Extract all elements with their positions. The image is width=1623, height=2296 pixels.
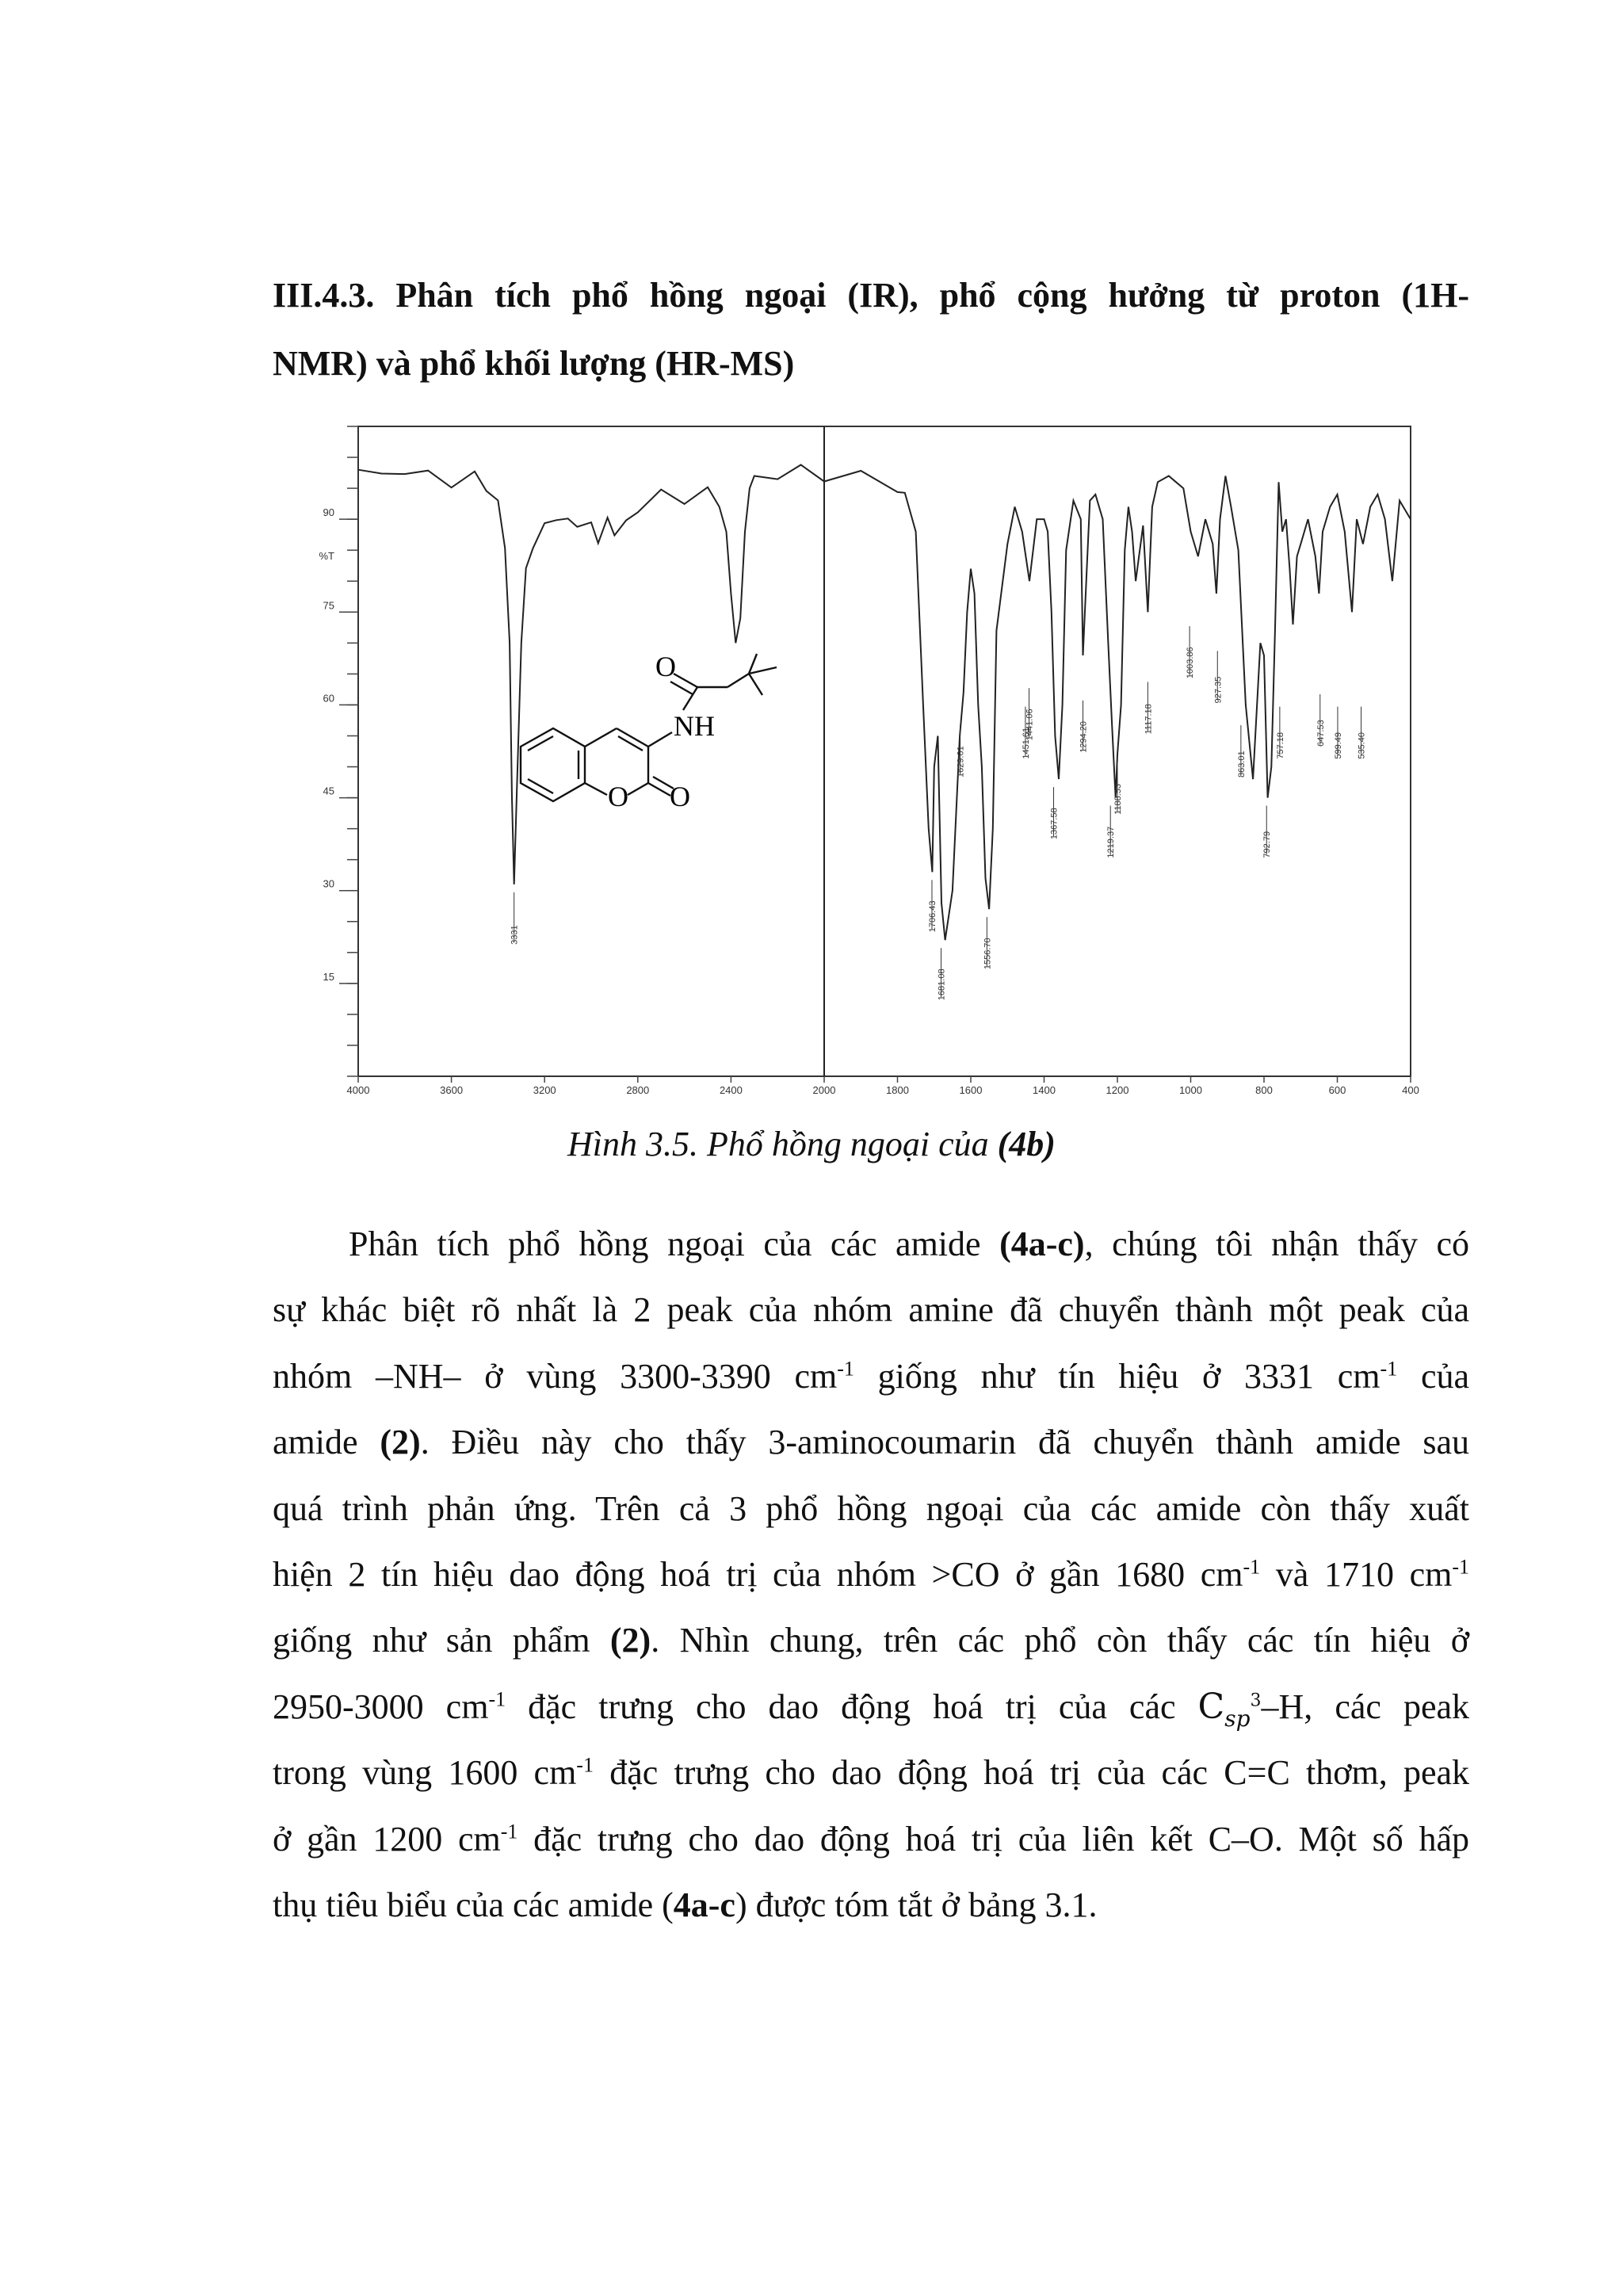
peak-label-text: 863.01: [1236, 751, 1247, 778]
x-tick-label: 1600: [959, 1084, 983, 1096]
plot-frame: [358, 426, 1411, 1076]
para-line-11: thụ tiêu biểu của các amide (4a-c) được tóm tắt ở bảng 3.1.: [273, 1885, 1098, 1925]
x-tick-label: 1200: [1106, 1084, 1129, 1096]
peak-label-text: 647.53: [1316, 720, 1326, 747]
peak-label: [1144, 682, 1153, 734]
peak-label-text: 1188.53: [1113, 783, 1123, 815]
peak-label-text: 792.79: [1262, 831, 1273, 858]
peak-label-text: 757.18: [1275, 732, 1285, 759]
x-tick-label: 2800: [626, 1084, 650, 1096]
y-tick-label: 90: [323, 506, 334, 519]
x-tick-label: 2400: [719, 1084, 743, 1096]
para-line-7: giống như sản phẩm (2). Nhìn chung, trên các phổ còn thấy các tín hiệu ở: [273, 1621, 1469, 1660]
peak-label-text: 3331: [510, 925, 520, 945]
x-tick-label: 3600: [440, 1084, 464, 1096]
y-tick-label: 45: [323, 785, 334, 797]
peak-label-text: 599.49: [1333, 732, 1343, 759]
peak-label: [983, 917, 992, 969]
para-line-1: Phân tích phổ hồng ngoại của các amide (4a-c), chúng tôi nhận thấy có: [349, 1224, 1470, 1263]
peak-label: [1276, 707, 1285, 759]
chemical-structure: [521, 651, 777, 812]
caption-text: Hình 3.5. Phổ hồng ngoại của: [567, 1125, 998, 1163]
y-axis-label: %T: [319, 550, 334, 562]
peak-label: [1213, 651, 1223, 703]
analysis-paragraph: [273, 1211, 1469, 1938]
peak-label: [957, 725, 966, 777]
peak-label-text: 927.35: [1213, 676, 1224, 704]
peak-label-text: 1629.01: [956, 746, 966, 778]
o-carbonyl-label: O: [670, 781, 690, 812]
peak-label: [1334, 707, 1343, 759]
para-line-4: amide (2). Điều này cho thấy 3-aminocoumarin đã chuyển thành amide sau: [273, 1423, 1469, 1462]
ir-spectrum-chart: [301, 412, 1450, 1110]
peak-label-text: 535.40: [1357, 732, 1367, 759]
para-line-5: quá trình phản ứng. Trên cả 3 phổ hồng ngoại của các amide còn thấy xuất: [273, 1488, 1469, 1528]
o-ring-label: O: [608, 781, 628, 812]
peak-label: [938, 948, 947, 1000]
x-tick-label: 2000: [812, 1084, 836, 1096]
para-line-10: ở gần 1200 $cm^{-1}$ đặc trưng cho dao động hoá trị của liên kết C–O. Một số hấp: [273, 1819, 1469, 1859]
x-tick-label: 1800: [886, 1084, 909, 1096]
peak-label: [1186, 626, 1195, 678]
x-tick-label: 800: [1255, 1084, 1273, 1096]
para-line-8: 2950-3000 $cm^{-1}$ đặc trưng cho dao động hoá trị của các $C_{sp}^3-H$, các peak: [273, 1686, 1469, 1732]
caption-compound: (4b): [997, 1125, 1056, 1163]
peak-label: [1025, 688, 1035, 740]
x-tick-label: 400: [1402, 1084, 1419, 1096]
peak-label: [510, 892, 520, 945]
heading-line-2: NMR) và phổ khối lượng (HR-MS): [273, 344, 795, 383]
para-line-2: sự khác biệt rõ nhất là 2 peak của nhóm amine đã chuyển thành một peak của: [273, 1290, 1469, 1330]
heading-line-1: III.4.3. Phân tích phổ hồng ngoại (IR), phổ cộng hưởng từ proton (1H-: [273, 276, 1469, 315]
y-tick-label: 30: [323, 877, 334, 890]
peak-label-text: 1003.86: [1186, 647, 1196, 679]
peak-label: [1316, 694, 1326, 747]
peak-label: [928, 880, 938, 932]
para-line-3: nhóm –NH– ở vùng 3300-3390 $cm^{-1}$ giống như tín hiệu ở 3331 $cm^{-1}$ của: [273, 1356, 1470, 1396]
peak-label-text: 1219.37: [1106, 826, 1117, 858]
peak-label-text: 1451.61: [1021, 727, 1031, 759]
x-tick-label: 1000: [1179, 1084, 1202, 1096]
peak-label-text: 1441.06: [1025, 709, 1035, 741]
peak-label: [1050, 787, 1060, 839]
peak-label-text: 1706.43: [927, 900, 938, 933]
peak-label-text: 1294.20: [1079, 721, 1089, 753]
peak-label-text: 1681.08: [937, 968, 947, 1001]
peak-label-text: 1117.18: [1144, 704, 1154, 735]
x-tick-label: 1400: [1033, 1084, 1056, 1096]
ir-spectrum-figure: [301, 412, 1450, 1110]
para-line-9: trong vùng 1600 $cm^{-1}$ đặc trưng cho dao động hoá trị của các C=C thơm, peak: [273, 1753, 1469, 1793]
x-tick-label: 4000: [346, 1084, 370, 1096]
peak-label-text: 1556.70: [983, 938, 993, 970]
x-tick-label: 3200: [533, 1084, 556, 1096]
nh-label: NH: [674, 710, 715, 742]
peak-label: [1358, 707, 1367, 759]
y-tick-label: 60: [323, 692, 334, 705]
para-line-6: hiện 2 tín hiệu dao động hoá trị của nhóm >CO ở gần 1680 $cm^{-1}$ và 1710 $cm^{-1}$: [273, 1555, 1469, 1595]
y-tick-label: 75: [323, 599, 334, 612]
o-label: O: [655, 651, 676, 682]
peak-label: [1262, 806, 1272, 858]
spectrum-line: [358, 465, 1411, 941]
section-heading: [273, 262, 1469, 398]
peak-label: [1079, 701, 1089, 753]
peak-label-text: 1367.58: [1049, 808, 1060, 840]
figure-caption: [0, 1124, 1623, 1164]
peak-label: [1237, 725, 1247, 777]
x-tick-label: 600: [1328, 1084, 1346, 1096]
y-tick-label: 15: [323, 970, 334, 983]
